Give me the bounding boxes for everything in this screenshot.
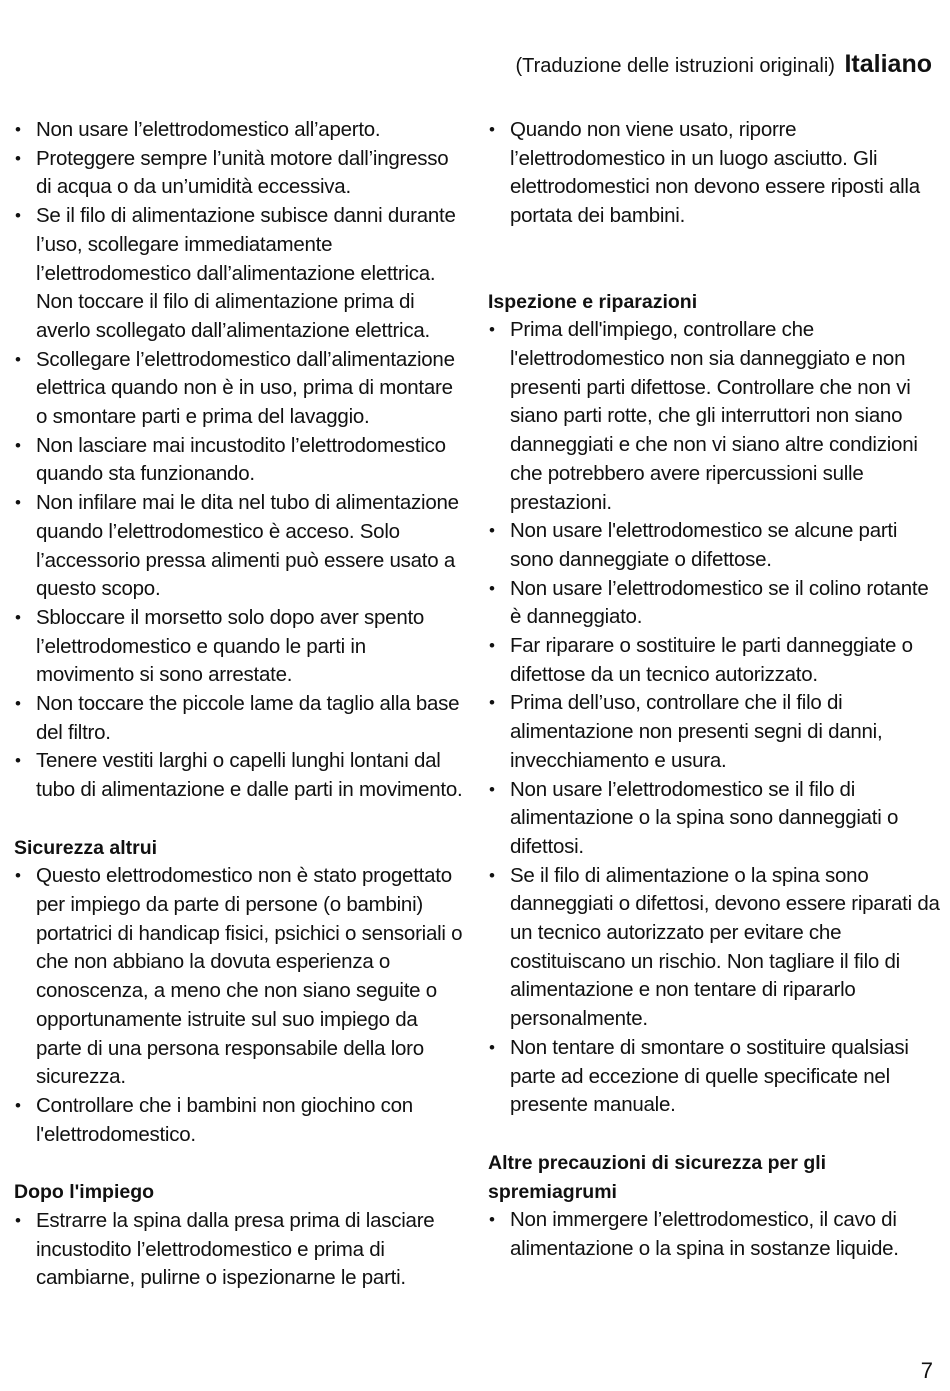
list-item: • Non infilare mai le dita nel tubo di alimentazione quando l’elettrodomestico è acceso. Solo l’accessorio pressa alimenti può essere usato a questo scopo. <box>14 489 466 604</box>
after-use-list <box>14 1207 466 1293</box>
others-safety-list <box>14 862 466 1149</box>
right-column <box>488 116 940 1263</box>
list-item: • Non usare l'elettrodomestico se alcune parti sono danneggiate o difettose. <box>488 517 940 574</box>
list-item: • Non immergere l’elettrodomestico, il cavo di alimentazione o la spina in sostanze liquide. <box>488 1206 940 1263</box>
list-item: • Non toccare the piccole lame da taglio alla base del filtro. <box>14 690 466 747</box>
juicer-precautions-list <box>488 1206 940 1263</box>
storage-list <box>488 116 940 231</box>
general-safety-list <box>14 116 466 805</box>
list-item: • Se il filo di alimentazione o la spina sono danneggiati o difettosi, devono essere riparati da un tecnico autorizzato per evitare che costituiscano un rischio. Non tagliare il filo di alimentazione e non tentare di ripararlo personalmente. <box>488 862 940 1034</box>
list-item: • Non usare l’elettrodomestico se il filo di alimentazione o la spina sono danneggiati o difettosi. <box>488 776 940 862</box>
section-title-others-safety: Sicurezza altrui <box>14 836 158 859</box>
inspection-list <box>488 316 940 1120</box>
list-item: • Tenere vestiti larghi o capelli lunghi lontani dal tubo di alimentazione e dalle parti in movimento. <box>14 747 466 804</box>
list-item: • Prima dell’uso, controllare che il filo di alimentazione non presenti segni di danni, invecchiamento e usura. <box>488 689 940 775</box>
list-item: • Se il filo di alimentazione subisce danni durante l’uso, scollegare immediatamente l’elettrodomestico dall’alimentazione elettrica. Non toccare il filo di alimentazione prima di averlo scollegato dall’alimentazione elettrica. <box>14 202 466 346</box>
page-number: 7 <box>920 1358 933 1383</box>
list-item: • Prima dell'impiego, controllare che l'elettrodomestico non sia danneggiato e non presenti parti difettose. Controllare che non vi siano parti rotte, che gli interruttori non siano danneggiati e che non vi siano altre condizioni che potrebbero avere ripercussioni sulle prestazioni. <box>488 316 940 517</box>
list-item: • Non lasciare mai incustodito l’elettrodomestico quando sta funzionando. <box>14 432 466 489</box>
section-title-inspection: Ispezione e riparazioni <box>488 290 698 313</box>
section-title-line: Altre precauzioni di sicurezza per gli <box>488 1152 827 1174</box>
list-item: • Scollegare l’elettrodomestico dall’alimentazione elettrica quando non è in uso, prima di montare o smontare parti e prima del lavaggio. <box>14 346 466 432</box>
section-title-after-use: Dopo l'impiego <box>14 1181 155 1204</box>
list-item: • Non usare l’elettrodomestico all’aperto. <box>14 116 466 145</box>
left-column <box>14 116 466 1293</box>
header-language: Italiano <box>844 50 932 78</box>
section-title-line: spremiagrumi <box>488 1180 617 1203</box>
list-item: • Non usare l’elettrodomestico se il colino rotante è danneggiato. <box>488 575 940 632</box>
header-subtitle: (Traduzione delle istruzioni originali) <box>515 55 835 77</box>
section-title-juicer-precautions <box>488 1149 940 1206</box>
list-item: • Non tentare di smontare o sostituire qualsiasi parte ad eccezione di quelle specificate nel presente manuale. <box>488 1034 940 1120</box>
list-item: • Sbloccare il morsetto solo dopo aver spento l’elettrodomestico e quando le parti in movimento si sono arrestate. <box>14 604 466 690</box>
list-item: • Far riparare o sostituire le parti danneggiate o difettose da un tecnico autorizzato. <box>488 632 940 689</box>
list-item: • Quando non viene usato, riporre l’elettrodomestico in un luogo asciutto. Gli elettrodomestici non devono essere riposti alla portata dei bambini. <box>488 116 940 231</box>
list-item: • Proteggere sempre l’unità motore dall’ingresso di acqua o da un’umidità eccessiva. <box>14 145 466 202</box>
list-item: • Estrarre la spina dalla presa prima di lasciare incustodito l’elettrodomestico e prima di cambiarne, pulirne o ispezionarne le parti. <box>14 1207 466 1293</box>
list-item: • Controllare che i bambini non giochino con l'elettrodomestico. <box>14 1092 466 1149</box>
page-header <box>516 50 932 79</box>
list-item: • Questo elettrodomestico non è stato progettato per impiego da parte di persone (o bambini) portatrici di handicap fisici, psichici o sensoriali o che non abbiano la dovuta esperienza o conoscenza, a meno che non siano seguite o opportunamente istruite sul suo impiego da parte di una persona responsabile della loro sicurezza. <box>14 862 466 1092</box>
